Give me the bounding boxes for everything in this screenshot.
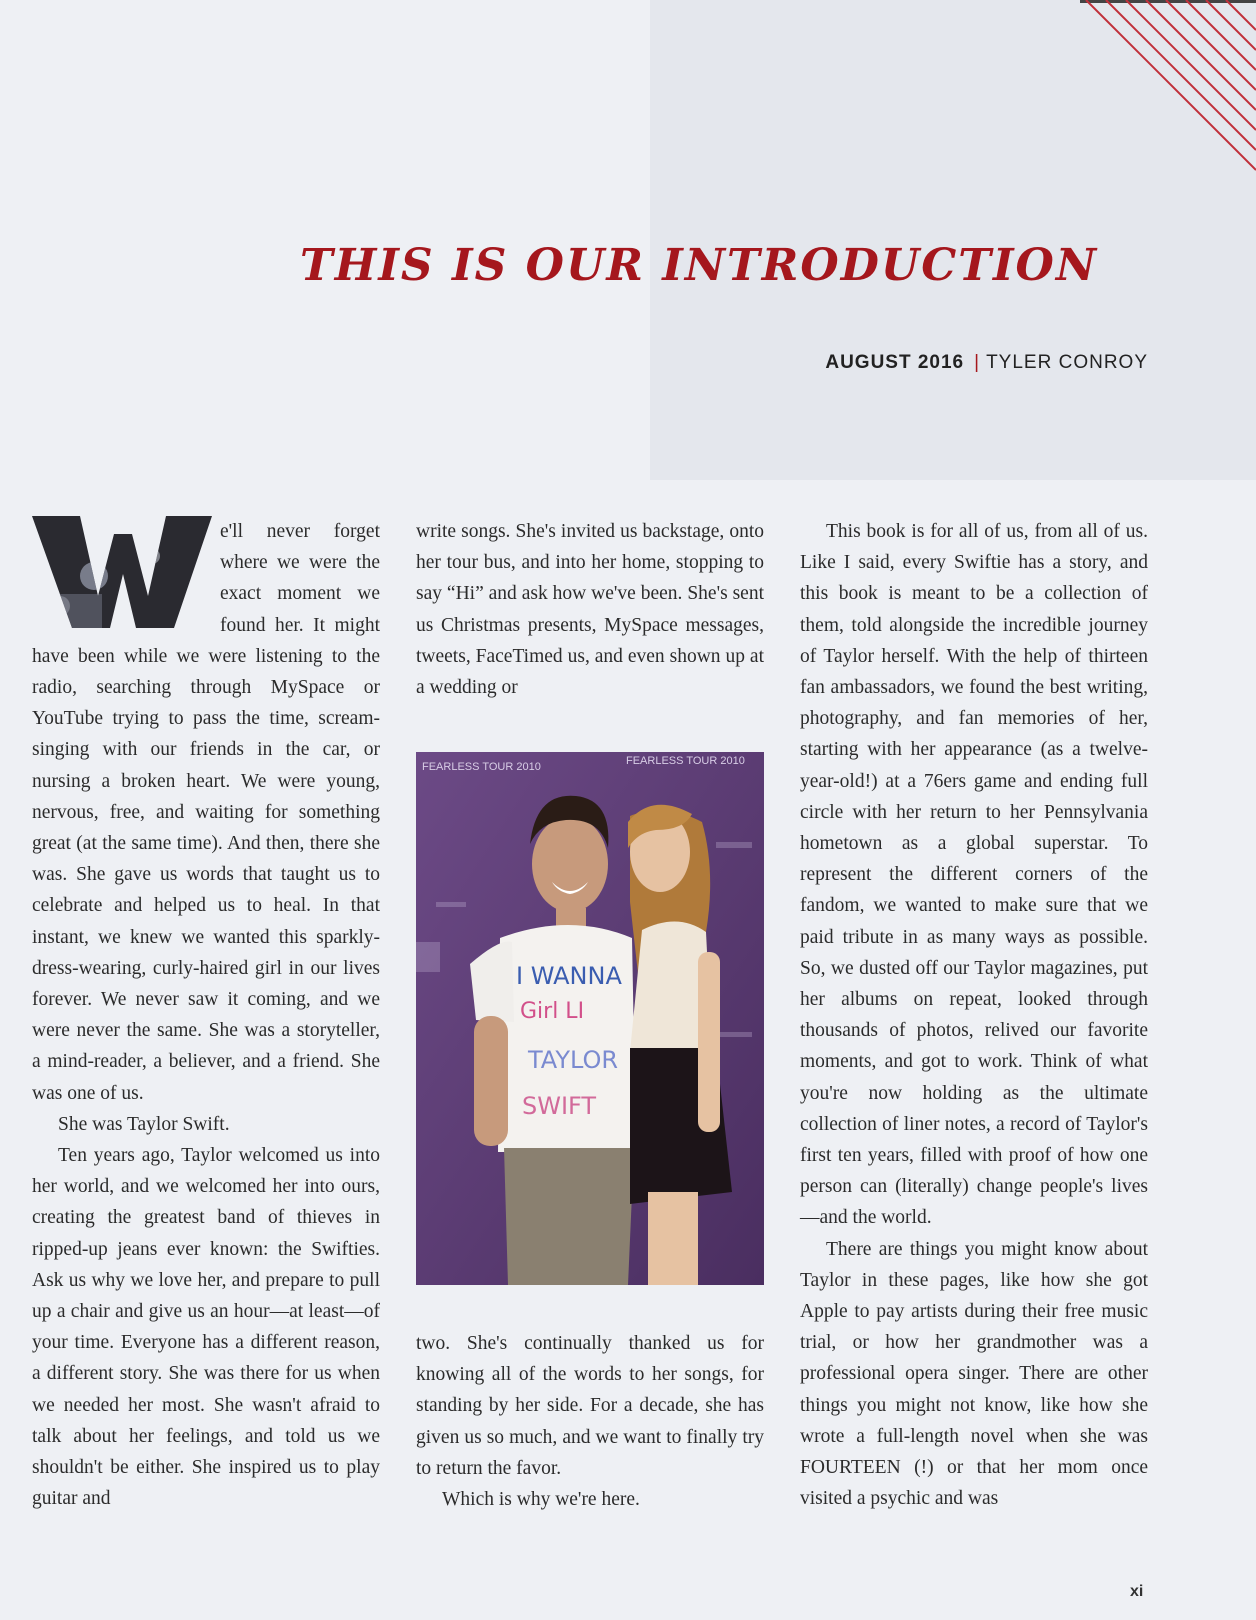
article-title: THIS IS OUR INTRODUCTION — [300, 240, 1099, 291]
fan-photo — [416, 752, 764, 1285]
paragraph-this-book: This book is for all of us, from all of us. Like I said, every Swiftie has a story, and this book is meant to be a collection of them, told alongside the incredible journey of Taylor herself. With the help of thirteen fan ambassadors, we found the best writing, photography, and fan memories of her, starting with her appearance (as a twelve-year-old!) at a 76ers game and ending full circle with her return to her Pennsylvania hometown as a global superstar. To represent the different corners of the fandom, we wanted to make sure that we paid tribute in as many ways as possible. So, we dusted off our Taylor magazines, put her albums on repeat, looked through thousands of photos, relived our favorite moments, and got to work. Think of what you're now holding as the ultimate collection of liner notes, a record of Taylor's first ten years, filled with proof of how one person can (literally) change people's lives—and the world. — [800, 521, 1148, 1229]
drop-cap-w-graphic — [32, 516, 212, 628]
shirt-text-3: TAYLOR — [528, 1046, 619, 1074]
photo-illustration — [416, 752, 764, 1285]
column-2-bottom — [416, 1328, 764, 1515]
paragraph-things-you-might-know: There are things you might know about Taylor in these pages, like how she got Apple to pay artists during their free music trial, or how her grandmother was a professional opera singer. There are other things you might not know, like how she wrote a full-length novel when she was FOURTEEN (!) or that her mom once visited a psychic and was — [800, 1238, 1148, 1510]
shirt-text-4: SWIFT — [522, 1092, 597, 1120]
byline — [825, 352, 1148, 374]
page-number: xi — [1130, 1583, 1144, 1600]
drop-cap — [32, 516, 212, 628]
shirt-text-2: Girl LI — [520, 999, 585, 1024]
paragraph-ten-years: Ten years ago, Taylor welcomed us into her world, and we welcomed her into ours, creating the greatest band of thieves in ripped-up jeans ever known: the Swifties. Ask us why we love her, and prepare to pull up a chair and give us an hour—at least—of your time. Everyone has a different reason, a different story. She was there for us when we needed her most. She wasn't afraid to talk about her feelings, and told us we shouldn't be either. She inspired us to play guitar and — [32, 1145, 380, 1510]
photo-banner-right: FEARLESS TOUR 2010 — [626, 755, 745, 767]
column-1 — [32, 516, 380, 1515]
article-date: AUGUST 2016 — [825, 352, 965, 373]
column-2-top — [416, 516, 764, 703]
article-author: TYLER CONROY — [986, 352, 1148, 373]
paragraph-col2-end: two. She's continually thanked us for knowing all of the words to her songs, for standing by her side. For a decade, she has given us so much, and we want to finally try to return the favor. — [416, 1333, 764, 1479]
shirt-text-1: I WANNA — [516, 962, 622, 990]
corner-stripes-decoration — [1066, 0, 1256, 190]
column-3 — [800, 516, 1148, 1515]
paragraph-taylor-swift: She was Taylor Swift. — [58, 1113, 230, 1135]
byline-separator: | — [974, 352, 981, 373]
paragraph-why-were-here: Which is why we're here. — [442, 1489, 640, 1511]
paragraph-col2-continued: write songs. She's invited us backstage, onto her tour bus, and into her home, stopping to say “Hi” and ask how we've been. She's sent us Christmas presents, MySpace messages, tweets, FaceTimed us, and even shown up at a wedding or — [416, 521, 764, 699]
photo-banner-left: FEARLESS TOUR 2010 — [422, 761, 541, 773]
paragraph-intro: e'll never forget where we were the exact moment we found her. It might have been while we were listening to the radio, searching through MySpace or YouTube trying to pass the time, scream-singing with our friends in the car, or nursing a broken heart. We were young, nervous, free, and waiting for something great (at the same time). And then, there she was. She gave us words that taught us to celebrate and helped us to heal. In that instant, we knew we wanted this sparkly-dress-wearing, curly-haired girl in our lives forever. We never saw it coming, and we were never the same. She was a storyteller, a mind-reader, a believer, and a friend. She was one of us. — [32, 521, 380, 1104]
